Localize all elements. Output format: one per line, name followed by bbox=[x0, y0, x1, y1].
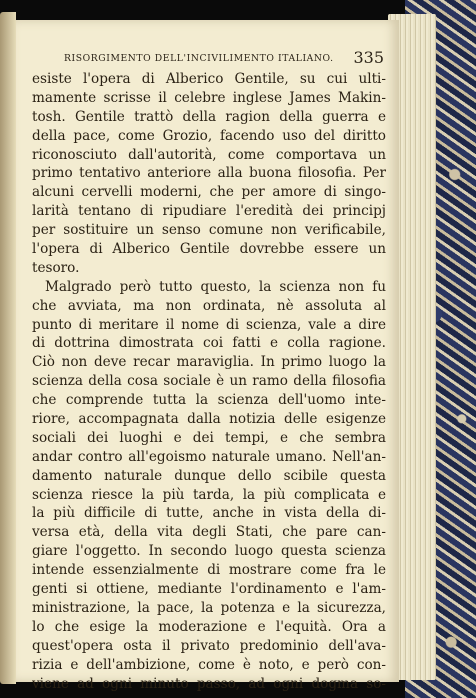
text-line: che comprende tutta la scienza dell'uomo inte- bbox=[32, 392, 386, 409]
text-line: versa età, della vita degli Stati, che pare can- bbox=[32, 524, 386, 541]
text-line: che avviata, ma non ordinata, nè assoluta al bbox=[32, 297, 386, 314]
text-line: riore, accompagnata dalla notizia delle esigenze bbox=[32, 411, 386, 428]
text-line: la più difficile di tutte, anche in vista della di- bbox=[32, 505, 386, 522]
text-line: tesoro. bbox=[32, 259, 80, 276]
text-line: scienza riesce la più tarda, la più complicata e bbox=[32, 486, 386, 503]
text-line: della pace, come Grozio, facendo uso del diritto bbox=[32, 127, 386, 144]
text-line: l'opera di Alberico Gentile dovrebbe essere un bbox=[32, 241, 386, 258]
text-line: viene ad ogni minuto passo, ad ogni dogma so- bbox=[32, 675, 386, 692]
previous-page-edge bbox=[0, 12, 16, 684]
text-line: giare l'oggetto. In secondo luogo questa scienza bbox=[32, 543, 386, 560]
text-line: sociali dei luoghi e dei tempi, e che sembra bbox=[32, 429, 386, 446]
text-line: Ciò non deve recar maraviglia. In primo luogo la bbox=[32, 354, 386, 371]
text-line: esiste l'opera di Alberico Gentile, su cui ulti- bbox=[32, 71, 386, 87]
page-number: 335 bbox=[353, 48, 384, 67]
text-line: intende essenzialmente di mostrare come fra le bbox=[32, 562, 386, 579]
text-line: riconosciuto dall'autorità, come comportava un bbox=[32, 146, 386, 163]
text-line: Malgrado però tutto questo, la scienza non fu bbox=[45, 278, 386, 295]
text-line: per sostituire un senso comune non verificabile, bbox=[32, 222, 386, 239]
text-line: mamente scrisse il celebre inglese James Makin- bbox=[32, 89, 386, 106]
text-line: larità tentano di ripudiare l'eredità dei principj bbox=[32, 203, 386, 220]
text-line: damento naturale dunque dello scibile questa bbox=[32, 467, 386, 484]
text-line: quest'opera osta il privato predominio dell'ava- bbox=[32, 637, 386, 654]
text-line: andar contro all'egoismo naturale umano. Nell'an- bbox=[32, 448, 386, 465]
text-line: di dottrina dimostrata coi fatti e colla ragione. bbox=[32, 335, 386, 352]
body-text bbox=[32, 70, 386, 693]
text-line: tosh. Gentile trattò della ragion della guerra e bbox=[32, 108, 386, 125]
text-line: lo che esige la moderazione e l'equità. Ora a bbox=[32, 618, 386, 635]
text-line: alcuni cervelli moderni, che per amore di singo- bbox=[32, 184, 386, 201]
text-line: genti si ottiene, mediante l'ordinamento e l'am- bbox=[32, 581, 386, 598]
text-line: ministrazione, la pace, la potenza e la sicurezza, bbox=[32, 599, 386, 616]
page-header bbox=[64, 48, 386, 67]
running-title: RISORGIMENTO DELL'INCIVILIMENTO ITALIANO. bbox=[64, 53, 334, 64]
text-line: primo tentativo anteriore alla buona filosofia. Per bbox=[32, 165, 386, 182]
text-line: scienza della cosa sociale è un ramo della filosofia bbox=[32, 373, 386, 390]
text-line: rizia e dell'ambizione, come è noto, e però con- bbox=[32, 656, 386, 673]
text-line: punto di meritare il nome di scienza, vale a dire bbox=[32, 316, 386, 333]
